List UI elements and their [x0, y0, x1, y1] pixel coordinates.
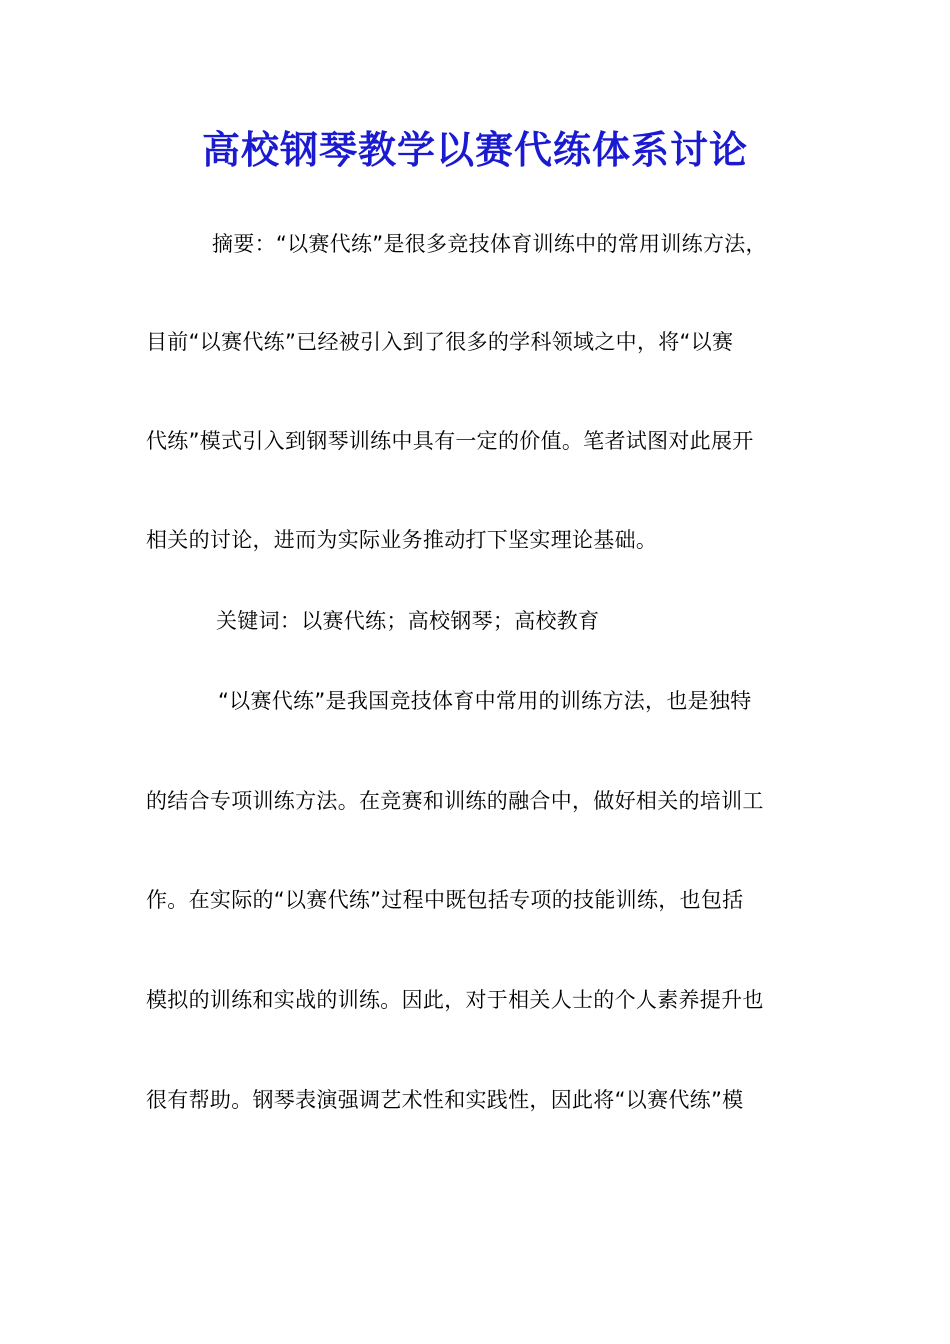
abstract-line-1: 摘要：“以赛代练”是很多竞技体育训练中的常用训练方法，	[212, 232, 767, 256]
body-line-1: “以赛代练”是我国竞技体育中常用的训练方法，也是独特	[218, 689, 752, 713]
abstract-line-3: 代练”模式引入到钢琴训练中具有一定的价值。笔者试图对此展开	[146, 429, 754, 453]
keywords-line: 关键词：以赛代练；高校钢琴；高校教育	[216, 609, 600, 633]
body-line-2: 的结合专项训练方法。在竞赛和训练的融合中，做好相关的培训工	[146, 789, 764, 813]
document-title: 高校钢琴教学以赛代练体系讨论	[201, 127, 748, 172]
body-line-4: 模拟的训练和实战的训练。因此，对于相关人士的个人素养提升也	[146, 988, 764, 1012]
abstract-line-2: 目前“以赛代练”已经被引入到了很多的学科领域之中，将“以赛	[146, 330, 734, 354]
body-line-5: 很有帮助。钢琴表演强调艺术性和实践性，因此将“以赛代练”模	[146, 1088, 744, 1112]
body-line-3: 作。在实际的“以赛代练”过程中既包括专项的技能训练，也包括	[146, 888, 744, 912]
abstract-line-4: 相关的讨论，进而为实际业务推动打下坚实理论基础。	[146, 528, 658, 552]
